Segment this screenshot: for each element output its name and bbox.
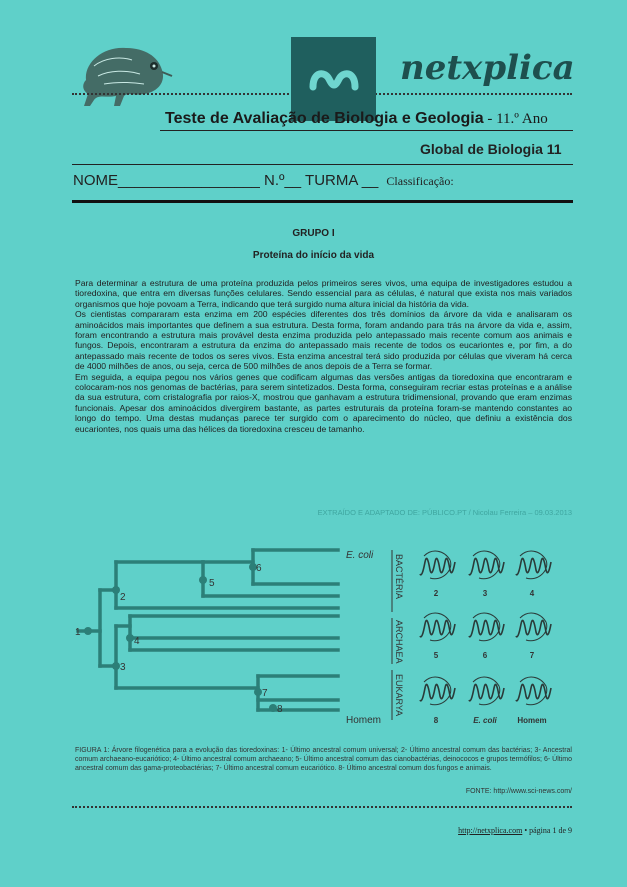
page-number: • página 1 de 9	[522, 826, 572, 835]
protein-ribbon-icon	[469, 620, 504, 636]
page-footer	[75, 826, 572, 835]
tree-node	[84, 627, 92, 635]
node-label: 1	[75, 627, 81, 638]
protein-label: 2	[433, 589, 439, 598]
footer-link[interactable]: http://netxplica.com	[458, 826, 523, 835]
protein-coil-icon	[424, 677, 451, 705]
phylogenetic-tree-figure	[70, 540, 575, 730]
classification-label: Classificação:	[386, 174, 454, 188]
test-title-year: - 11.º Ano	[483, 111, 548, 127]
tree-node	[254, 688, 262, 696]
paragraph: Em seguida, a equipa pegou nos vários genes que codificam algumas das versões antigas da tioredoxina que encontraram e colocaram-nos nos genomas de bactérias, para serem sintetizados. Desta forma, conseguiram recriar estas proteínas e a análise da sua estrutura, com cristalografia por raios-X, mostrou que ganhavam a estrutura tridimensional, provando que eram enzimas funcionais. Apesar dos aminoácidos divergirem bastante, as partes estruturais da proteína foram-se mantendo constantes ao longo do tempo. Uma destas mudanças parece ter surgido com o aparecimento do núcleo, que definiu a existência dos eucariontes, nos quais uma das hélices da tioredoxina cresceu de tamanho.	[75, 371, 572, 434]
node-label: 7	[262, 688, 268, 699]
protein-coil-icon	[520, 677, 547, 705]
protein-label: 7	[529, 651, 535, 660]
student-info-line	[73, 172, 454, 189]
section-heading: Proteína do início da vida	[252, 250, 375, 261]
protein-coil-icon	[424, 613, 451, 641]
node-label: 4	[134, 636, 140, 647]
chameleon-illustration	[74, 36, 174, 108]
subtitle-rule	[72, 164, 573, 165]
tree-node	[199, 576, 207, 584]
protein-label: 3	[482, 589, 488, 598]
body-text	[75, 278, 572, 434]
name-fields: NOME_________________ N.º__ TURMA __	[73, 172, 379, 189]
figure-source: FONTE: http://www.sci-news.com/	[465, 788, 572, 795]
protein-label: 4	[529, 589, 535, 598]
paragraph: Para determinar a estrutura de uma proteína produzida pelos primeiros seres vivos, uma equipa de investigadores estudou a tioredoxina, que entra em diversas funções celulares. Sendo essencial para as células, é natural que exista nos mais variados organismos que hoje povoam a Terra, indicando que terá surgido numa altura inicial da história da vida.	[75, 278, 572, 309]
protein-coil-icon	[520, 551, 547, 579]
netxplica-logo-box	[291, 37, 376, 121]
header-thick-rule	[72, 200, 573, 203]
test-title-text: Teste de Avaliação de Biologia e Geologia	[165, 110, 484, 127]
text-source: EXTRAÍDO E ADAPTADO DE: PÚBLICO.PT / Nicolau Ferreira – 09.03.2013	[317, 508, 572, 517]
domain-label-eukarya: EUKARYA	[394, 674, 404, 717]
node-label: 6	[256, 563, 262, 574]
group-title: GRUPO I	[292, 228, 335, 239]
protein-coil-icon	[473, 551, 500, 579]
protein-label: E. coli	[473, 716, 497, 725]
title-rule	[160, 130, 573, 131]
protein-coil-icon	[520, 613, 547, 641]
protein-ribbon-icon	[420, 558, 455, 574]
protein-ribbon-icon	[516, 620, 551, 636]
protein-label: 6	[482, 651, 488, 660]
domain-label-bacteria: BACTÉRIA	[394, 554, 404, 600]
brand-name: netxplica	[400, 48, 575, 88]
bottom-dotted-divider	[72, 806, 572, 808]
protein-ribbon-icon	[420, 684, 455, 700]
wave-logo-icon	[291, 37, 376, 121]
tree-node	[126, 634, 134, 642]
protein-ribbon-icon	[516, 558, 551, 574]
protein-ribbon-icon	[516, 684, 551, 700]
node-label: 8	[277, 704, 283, 715]
protein-structures	[420, 551, 551, 705]
test-title	[165, 110, 548, 128]
protein-ribbon-icon	[469, 684, 504, 700]
figure-caption: FIGURA 1: Árvore filogenética para a evolução das tioredoxinas: 1- Último ancestral comum universal; 2- Último ancestral comum das bactérias; 3- Ancestral comum archaeano-eucariótico; 4- Último ancestral comum archaeano; 5- Último ancestral comum das cianobactérias, deinococos e grupos termófilos; 6- Último ancestral comum das gama-proteobactérias; 7- Último ancestral comum eucariótico. 8- Último ancestral comum dos fungos e animais.	[75, 747, 572, 772]
protein-coil-icon	[473, 613, 500, 641]
protein-label: Homem	[517, 716, 547, 725]
protein-coil-icon	[473, 677, 500, 705]
tree-node	[269, 704, 277, 712]
leaf-label-top: E. coli	[346, 550, 374, 561]
protein-label: 5	[433, 651, 439, 660]
node-label: 3	[120, 662, 126, 673]
domain-label-archaea: ARCHAEA	[394, 620, 404, 664]
protein-label: 8	[433, 716, 439, 725]
paragraph: Os cientistas compararam esta enzima em 200 espécies diferentes dos três domínios da árvore da vida e analisaram os aminoácidos mais importantes que definem a sua estrutura. Desta forma, foram andando para trás na árvore da vida e, assim, foram encontrando a estrutura mais provável desta enzima produzida pelo antepassado mais recente comum aos animais e fungos. Depois, encontraram a estrutura da enzima do antepassado mais recente de todos os eucariontes e, por fim, a do antepassado mais recente de todos os seres vivos. Esta enzima ancestral terá sido produzida por células que viveram há cerca de 4000 milhões de anos, ou seja, cerca de 500 milhões de anos depois de a Terra se formar.	[75, 309, 572, 372]
node-label: 5	[209, 578, 215, 589]
tree-node	[112, 662, 120, 670]
node-label: 2	[120, 592, 126, 603]
protein-ribbon-icon	[420, 620, 455, 636]
protein-ribbon-icon	[469, 558, 504, 574]
tree-node	[112, 586, 120, 594]
test-subtitle: Global de Biologia 11	[420, 141, 562, 157]
leaf-label-bottom: Homem	[346, 715, 382, 726]
protein-coil-icon	[424, 551, 451, 579]
